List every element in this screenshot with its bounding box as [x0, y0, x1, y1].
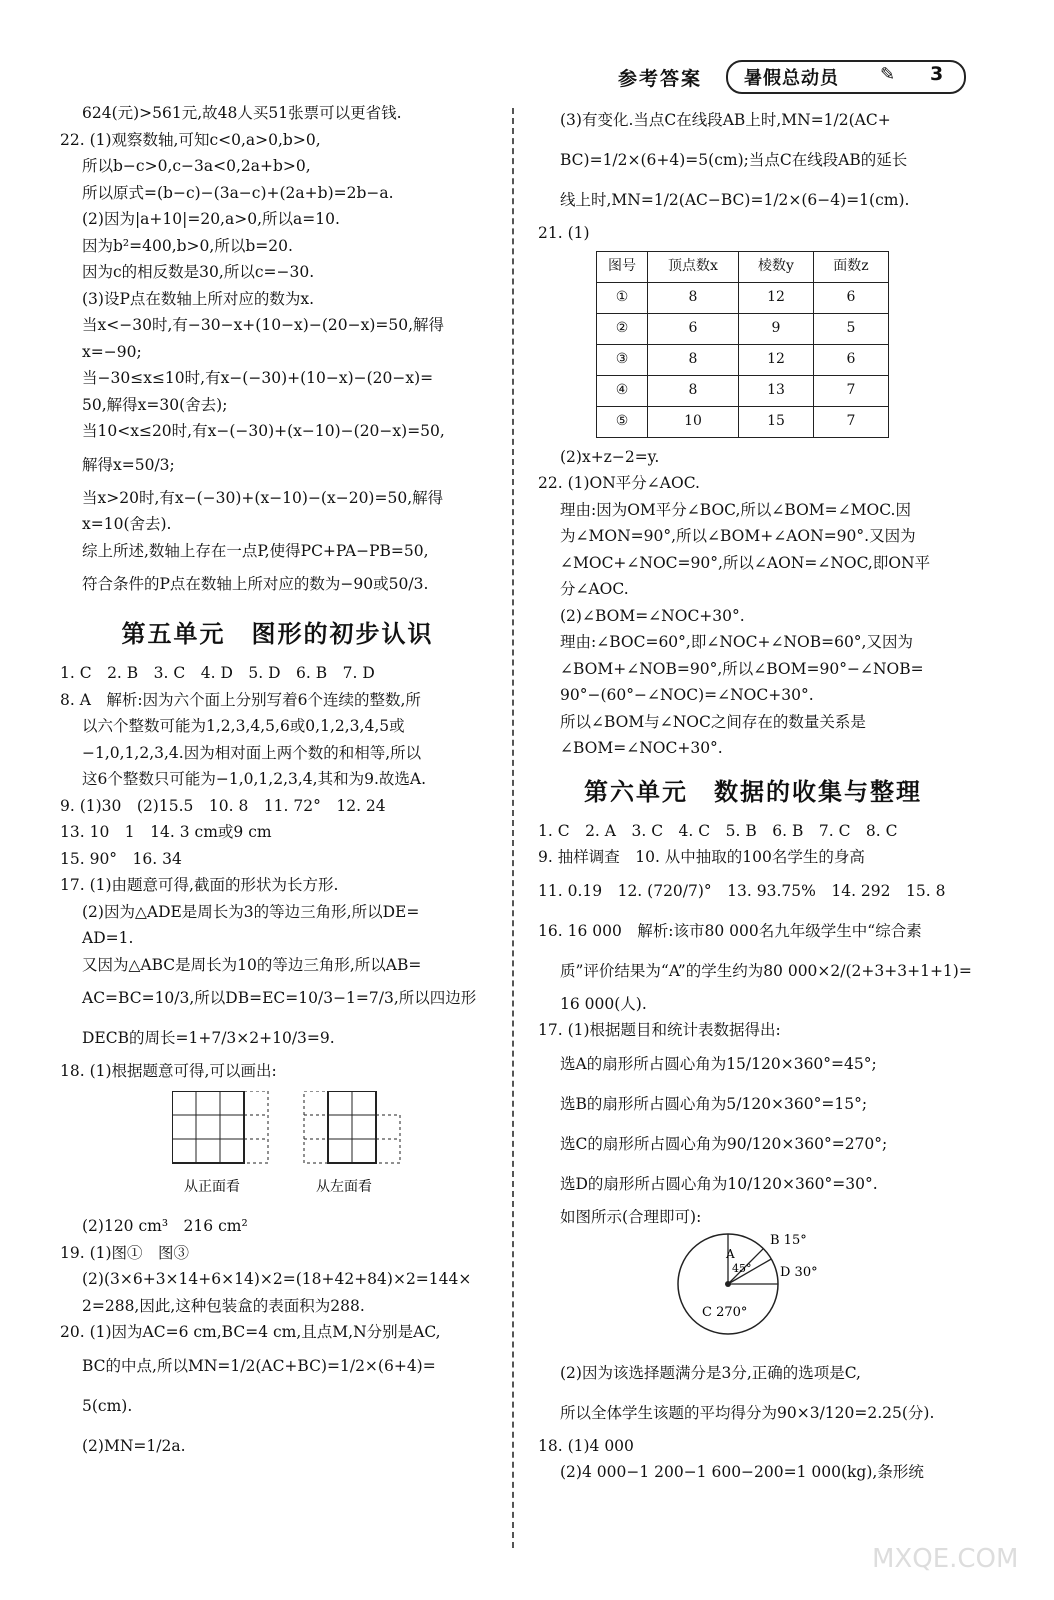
- text-line: 17. (1)根据题目和统计表数据得出:: [538, 1021, 781, 1039]
- text-line: (2)因为|a+10|=20,a>0,所以a=10.: [82, 210, 340, 228]
- text-line: AD=1.: [82, 929, 134, 947]
- text-line: 这6个整数只可能为−1,0,1,2,3,4,其和为9.故选A.: [82, 770, 426, 788]
- text-line: 以六个整数可能为1,2,3,4,5,6或0,1,2,3,4,5或: [82, 717, 405, 735]
- table-cell: 6: [814, 282, 889, 313]
- text-line: 17. (1)由题意可得,截面的形状为长方形.: [60, 876, 339, 894]
- text-line: BC的中点,所以MN=1/2(AC+BC)=1/2×(6+4)=: [82, 1356, 436, 1375]
- text-line: 解得x=50/3;: [82, 455, 175, 474]
- text-line: −1,0,1,2,3,4.因为相对面上两个数的和相等,所以: [82, 743, 422, 762]
- answer-block-unit5-more: [60, 1213, 495, 1466]
- text-line: (2)x+z−2=y.: [560, 447, 660, 466]
- answer-block-q21-22: [538, 444, 968, 762]
- table-row: [597, 344, 889, 375]
- cube-views-svg: [172, 1091, 422, 1201]
- text-line: 9. 抽样调查 10. 从中抽取的100名学生的身高: [538, 848, 865, 866]
- front-view-grid: [172, 1091, 268, 1163]
- text-line: 当x<−30时,有−30−x+(10−x)−(20−x)=50,解得: [82, 316, 445, 334]
- text-line: 又因为△ABC是周长为10的等边三角形,所以AB=: [82, 955, 422, 974]
- text-line: AC=BC=10/3,所以DB=EC=10/3−1=7/3,所以四边形: [82, 989, 477, 1007]
- table-cell: 13: [739, 375, 814, 406]
- front-view-caption: 从正面看: [184, 1178, 240, 1195]
- table-header: 顶点数x: [648, 251, 739, 282]
- text-line: (2)4 000−1 200−1 600−200=1 000(kg),条形统: [560, 1463, 924, 1481]
- text-line: x=10(舍去).: [82, 515, 172, 533]
- text-line: 90°−(60°−∠NOC)=∠NOC+30°.: [560, 686, 814, 704]
- text-line: (3)设P点在数轴上所对应的数为x.: [82, 289, 315, 308]
- text-line: ∠MOC+∠NOC=90°,所以∠AON=∠NOC,即ON平: [560, 553, 931, 572]
- text-line: 20. (1)因为AC=6 cm,BC=4 cm,且点M,N分别是AC,: [60, 1323, 441, 1341]
- text-line: 选A的扇形所占圆心角为15/120×360°=45°;: [560, 1054, 877, 1073]
- table-cell: 10: [648, 406, 739, 437]
- text-line: 综上所述,数轴上存在一点P,使得PC+PA−PB=50,: [82, 541, 429, 560]
- table-cell: 7: [814, 375, 889, 406]
- text-line: 因为c的相反数是30,所以c=−30.: [82, 263, 315, 281]
- table-header-row: [597, 251, 889, 282]
- table-cell: ②: [597, 313, 648, 344]
- text-line: 所以全体学生该题的平均得分为90×3/120=2.25(分).: [560, 1403, 935, 1422]
- table-cell: 8: [648, 344, 739, 375]
- watermark-text: MXQE.COM: [872, 1544, 1019, 1574]
- answer-block-unit5: [60, 660, 495, 1085]
- text-line: (2)(3×6+3×14+6×14)×2=(18+42+84)×2=144×: [82, 1270, 472, 1288]
- table-cell: 12: [739, 344, 814, 375]
- table-cell: 9: [739, 313, 814, 344]
- text-line: 16. 16 000 解析:该市80 000名九年级学生中“综合素: [538, 921, 922, 940]
- text-line: 5(cm).: [82, 1396, 133, 1415]
- text-line: (2)120 cm³ 216 cm²: [82, 1217, 248, 1235]
- text-line: 选D的扇形所占圆心角为10/120×360°=30°.: [560, 1174, 878, 1193]
- text-line: (2)MN=1/2a.: [82, 1436, 186, 1455]
- table-cell: 7: [814, 406, 889, 437]
- vertex-edge-face-table: [596, 251, 889, 438]
- text-line: 所以原式=(b−c)−(3a−c)+(2a+b)=2b−a.: [82, 183, 394, 202]
- text-line: 选C的扇形所占圆心角为90/120×360°=270°;: [560, 1134, 888, 1153]
- column-divider: [512, 108, 514, 1548]
- pie-label-d: D 30°: [780, 1265, 818, 1280]
- text-line: 1. C 2. B 3. C 4. D 5. D 6. B 7. D: [60, 664, 375, 682]
- bird-icon: ✎: [880, 64, 896, 85]
- text-line: 18. (1)根据题意可得,可以画出:: [60, 1062, 277, 1080]
- unit-title: 第五单元 图形的初步认识: [121, 620, 434, 648]
- text-line: 所以∠BOM与∠NOC之间存在的数量关系是: [560, 712, 866, 731]
- answer-block-unit6-more: [538, 1353, 968, 1486]
- answer-label: 参考答案: [618, 68, 703, 90]
- text-line: 选B的扇形所占圆心角为5/120×360°=15°;: [560, 1094, 868, 1113]
- table-cell: ③: [597, 344, 648, 375]
- text-line: 符合条件的P点在数轴上所对应的数为−90或50/3.: [82, 575, 429, 593]
- text-line: x=−90;: [82, 342, 142, 361]
- text-line: ∠BOM=∠NOC+30°.: [560, 739, 723, 757]
- text-line: BC)=1/2×(6+4)=5(cm);当点C在线段AB的延长: [560, 151, 908, 169]
- table-cell: 6: [814, 344, 889, 375]
- watermark: [852, 1510, 1032, 1580]
- table-cell: 15: [739, 406, 814, 437]
- text-line: 18. (1)4 000: [538, 1436, 634, 1455]
- table-header: 图号: [597, 251, 648, 282]
- table-cell: 6: [648, 313, 739, 344]
- text-line: 16 000(人).: [560, 994, 647, 1013]
- text-line: 所以b−c>0,c−3a<0,2a+b>0,: [82, 157, 311, 175]
- answer-block-unit4-end: [60, 100, 495, 604]
- text-line: ∠BOM+∠NOB=90°,所以∠BOM=90°−∠NOB=: [560, 659, 924, 678]
- table-row: [597, 375, 889, 406]
- unit-title: 第六单元 数据的收集与整理: [584, 777, 922, 806]
- text-line: (2)∠BOM=∠NOC+30°.: [560, 606, 745, 625]
- pie-svg: [668, 1232, 868, 1342]
- text-line: 为∠MON=90°,所以∠BOM+∠AON=90°.又因为: [560, 527, 916, 545]
- table-cell: 12: [739, 282, 814, 313]
- left-view-caption: 从左面看: [316, 1178, 372, 1195]
- text-line: 2=288,因此,这种包装盒的表面积为288.: [82, 1296, 365, 1315]
- pie-label-a-deg: 45°: [732, 1262, 752, 1275]
- table-cell: ①: [597, 282, 648, 313]
- text-line: 质”评价结果为“A”的学生约为80 000×2/(2+3+3+1+1)=: [560, 961, 972, 980]
- table-header: 面数z: [814, 251, 889, 282]
- left-column: [60, 100, 495, 1466]
- text-line: 50,解得x=30(舍去);: [82, 395, 228, 414]
- answer-block-q20-3: [538, 100, 968, 220]
- text-line: 当10<x≤20时,有x−(−30)+(x−10)−(20−x)=50,: [82, 422, 445, 440]
- table-cell: ④: [597, 375, 648, 406]
- text-line: 1. C 2. A 3. C 4. C 5. B 6. B 7. C 8. C: [538, 821, 898, 840]
- page-number: 3: [930, 63, 944, 85]
- table-header: 棱数y: [739, 251, 814, 282]
- text-line: DECB的周长=1+7/3×2+10/3=9.: [82, 1029, 335, 1047]
- table-row: [597, 282, 889, 313]
- text-line: (2)因为△ADE是周长为3的等边三角形,所以DE=: [82, 902, 420, 921]
- text-line: 当−30≤x≤10时,有x−(−30)+(10−x)−(20−x)=: [82, 369, 434, 387]
- book-title: 暑假总动员: [744, 68, 839, 89]
- table-cell: 8: [648, 375, 739, 406]
- text-line: (3)有变化.当点C在线段AB上时,MN=1/2(AC+: [560, 111, 891, 129]
- text-line: 9. (1)30 (2)15.5 10. 8 11. 72° 12. 24: [60, 796, 386, 815]
- text-line: 分∠AOC.: [560, 580, 629, 598]
- text-line: 8. A 解析:因为六个面上分别写着6个连续的整数,所: [60, 690, 421, 709]
- question-21-label: 21. (1): [538, 224, 590, 242]
- left-view-grid: [304, 1091, 400, 1163]
- pie-label-b: B 15°: [770, 1233, 807, 1248]
- text-line: 15. 90° 16. 34: [60, 849, 182, 868]
- right-column: [538, 100, 972, 1486]
- page-header: [0, 58, 1054, 98]
- text-line: 理由:因为OM平分∠BOC,所以∠BOM=∠MOC.因: [560, 500, 911, 519]
- answer-block-unit6: [538, 818, 972, 1231]
- table-row: [597, 313, 889, 344]
- text-line: 22. (1)观察数轴,可知c<0,a>0,b>0,: [60, 130, 321, 149]
- table-cell: 5: [814, 313, 889, 344]
- text-line: 22. (1)ON平分∠AOC.: [538, 474, 700, 492]
- table-cell: 8: [648, 282, 739, 313]
- text-line: 624(元)>561元,故48人买51张票可以更省钱.: [82, 104, 402, 122]
- text-line: 19. (1)图① 图③: [60, 1243, 190, 1262]
- text-line: 13. 10 1 14. 3 cm或9 cm: [60, 823, 272, 841]
- table-row: [597, 406, 889, 437]
- text-line: 线上时,MN=1/2(AC−BC)=1/2×(6−4)=1(cm).: [560, 191, 910, 209]
- pie-label-a: A: [726, 1247, 735, 1261]
- table-cell: ⑤: [597, 406, 648, 437]
- text-line: 当x>20时,有x−(−30)+(x−10)−(x−20)=50,解得: [82, 488, 444, 507]
- pie-label-c: C 270°: [702, 1305, 748, 1320]
- text-line: 11. 0.19 12. (720/7)° 13. 93.75% 14. 292 15. 8: [538, 881, 946, 900]
- text-line: 因为b²=400,b>0,所以b=20.: [82, 236, 293, 255]
- text-line: (2)因为该选择题满分是3分,正确的选项是C,: [560, 1363, 861, 1382]
- text-line: 如图所示(合理即可):: [560, 1207, 702, 1226]
- pie-figure: [668, 1232, 968, 1351]
- text-line: 理由:∠BOC=60°,即∠NOC+∠NOB=60°,又因为: [560, 633, 913, 651]
- cube-views-figure: [172, 1091, 495, 1210]
